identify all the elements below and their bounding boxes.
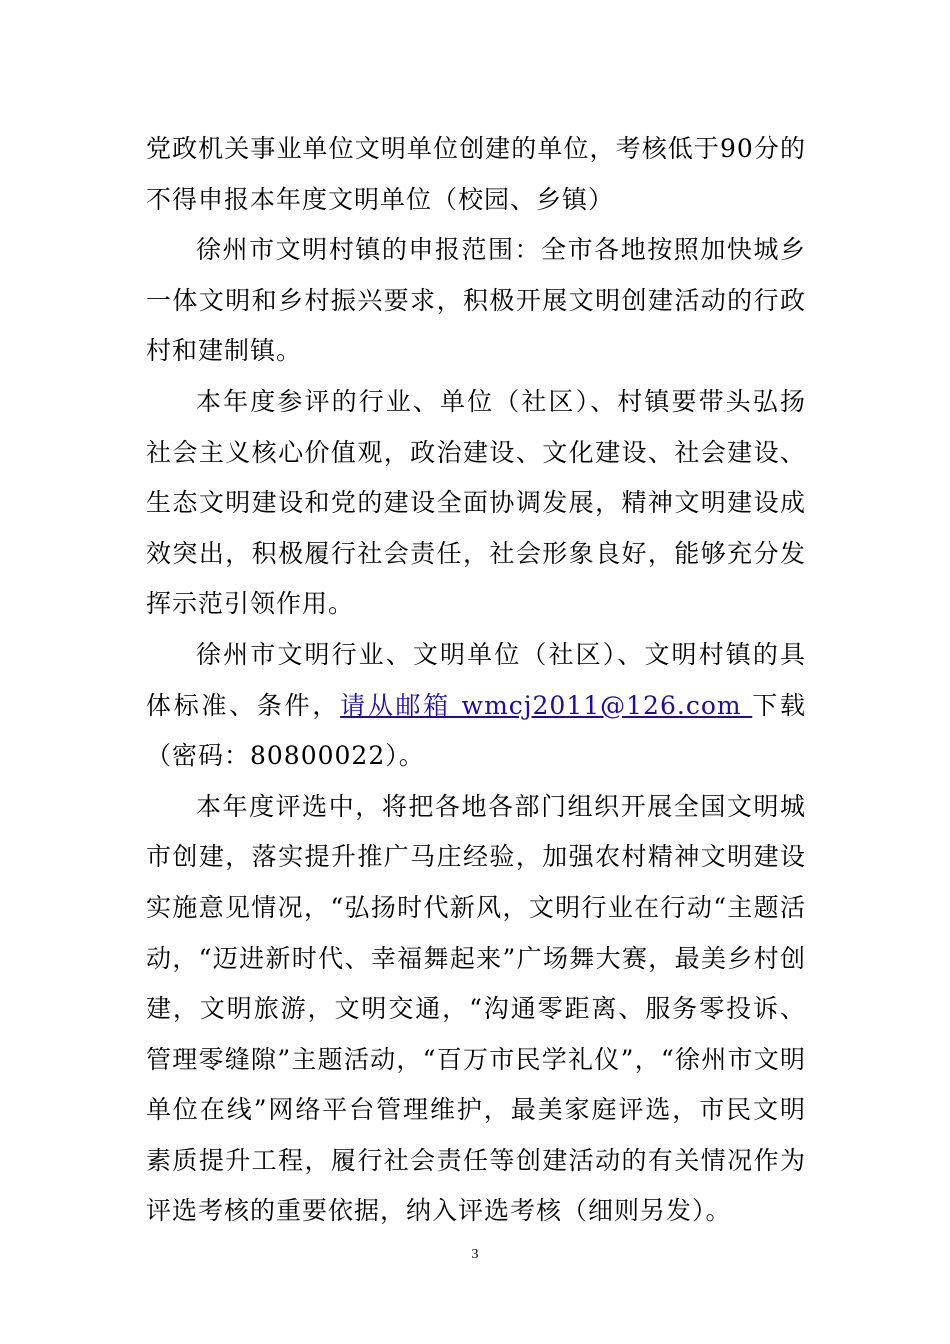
paragraph-requirements: 本年度参评的行业、单位（社区）、村镇要带头弘扬社会主义核心价值观，政治建设、文化建设、社会建设、生态文明建设和党的建设全面协调发展，精神文明建设成效突出，积极履行社会责任，社会形象良好，能够充分发挥示范引领作用。 bbox=[146, 386, 806, 619]
download-text-after: 下载（密码：80800022）。 bbox=[146, 690, 806, 771]
paragraph-village-scope: 徐州市文明村镇的申报范围：全市各地按照加快城乡一体文明和乡村振兴要求，积极开展文明创建活动的行政村和建制镇。 bbox=[146, 235, 806, 366]
document-page bbox=[146, 124, 806, 1237]
email-download-link[interactable]: 请从邮箱 wmcj2011@126.com bbox=[340, 690, 753, 720]
paragraph-eligibility-note: 党政机关事业单位文明单位创建的单位，考核低于90分的不得申报本年度文明单位（校园、乡镇） bbox=[146, 134, 806, 214]
paragraph-evaluation-basis: 本年度评选中，将把各地各部门组织开展全国文明城市创建，落实提升推广马庄经验，加强农村精神文明建设实施意见情况，“弘扬时代新风，文明行业在行动“主题活动，“迈进新时代、幸福舞起来”广场舞大赛，最美乡村创建，文明旅游，文明交通，“沟通零距离、服务零投诉、管理零缝隙”主题活动，“百万市民学礼仪”，“徐州市文明单位在线”网络平台管理维护，最美家庭评选，市民文明素质提升工程，履行社会责任等创建活动的有关情况作为评选考核的重要依据，纳入评选考核（细则另发）。 bbox=[146, 791, 806, 1226]
download-text-before: 徐州市文明行业、文明单位（社区）、文明村镇的具体标准、条件， bbox=[146, 639, 806, 720]
page-number: 3 bbox=[471, 1247, 479, 1262]
paragraph-standards-download bbox=[146, 630, 806, 782]
